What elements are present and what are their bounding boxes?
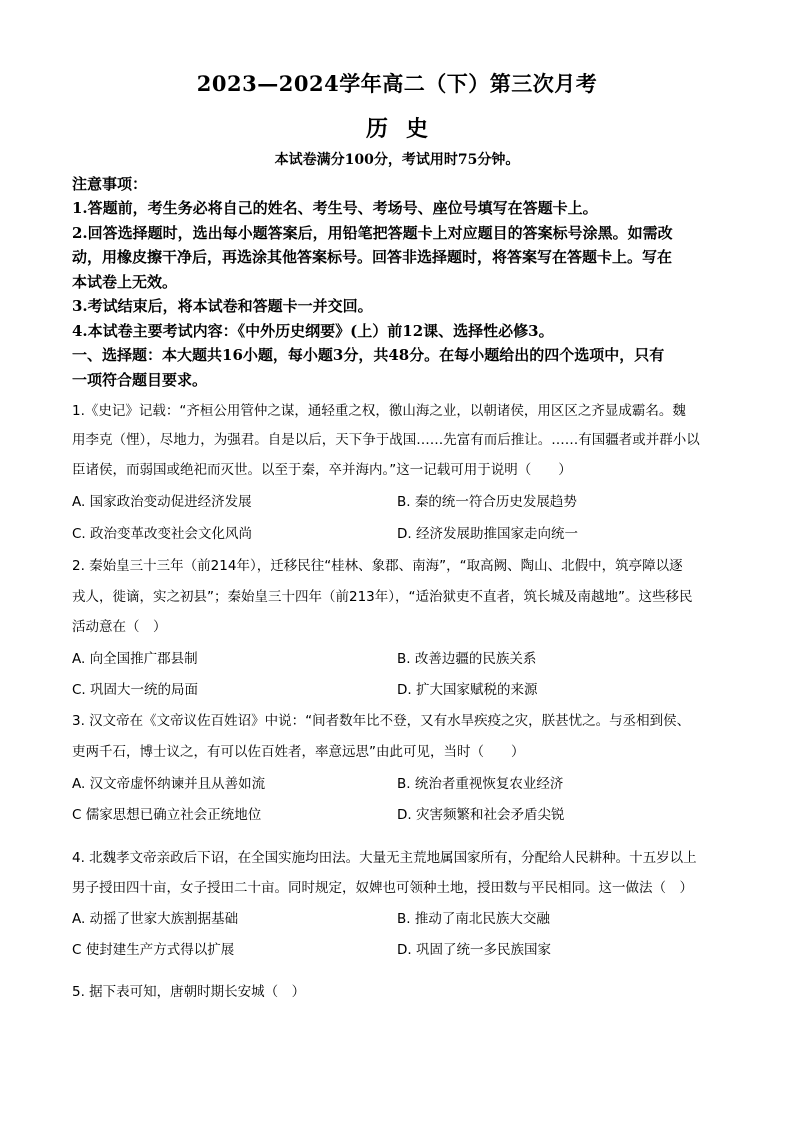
question-4-option-c[interactable]: C 使封建生产方式得以扩展 [72, 942, 235, 958]
question-1-option-b[interactable]: B. 秦的统一符合历史发展趋势 [397, 494, 577, 510]
notes-line: 动，用橡皮擦干净后，再选涂其他答案标号。回答非选择题时，将答案写在答题卡上。写在 [72, 248, 673, 266]
question-4-stem: 4. 北魏孝文帝亲政后下诏，在全国实施均田法。大量无主荒地属国家所有，分配给人民耕种。十五岁以上 [72, 850, 697, 866]
question-2-option-a[interactable]: A. 向全国推广郡县制 [72, 651, 198, 667]
question-2-option-c[interactable]: C. 巩固大一统的局面 [72, 682, 199, 698]
question-2-stem: 戎人，徙谪，实之初县”；秦始皇三十四年（前213年），“适治狱吏不直者，筑长城及南越地”。这些移民 [72, 589, 693, 605]
exam-subtitle: 本试卷满分100分，考试用时75分钟。 [274, 152, 520, 168]
exam-title: 2023—2024学年高二（下）第三次月考 [196, 71, 598, 96]
question-2-stem: 2. 秦始皇三十三年（前214年），迁移民往“桂林、象郡、南海”，“取高阙、陶山、北假中，筑亭障以逐 [72, 558, 683, 574]
question-1-stem: 臣诸侯，而弱国或绝祀而灭世。以至于秦，卒并海内。”这一记载可用于说明（ ） [72, 462, 572, 478]
section-heading: 一、选择题：本大题共16小题，每小题3分，共48分。在每小题给出的四个选项中，只有 [72, 346, 665, 364]
notes-line: 本试卷上无效。 [72, 273, 178, 291]
question-1-option-d[interactable]: D. 经济发展助推国家走向统一 [397, 526, 578, 542]
question-4-option-a[interactable]: A. 动摇了世家大族割据基础 [72, 911, 239, 927]
question-3-stem: 3. 汉文帝在《文帝议佐百姓诏》中说：“间者数年比不登，又有水旱疾疫之灾，朕甚忧之。与丞相到侯、 [72, 713, 691, 729]
question-3-option-a[interactable]: A. 汉文帝虚怀纳谏并且从善如流 [72, 776, 266, 792]
notes-heading: 注意事项： [72, 175, 148, 193]
question-1-stem: 1.《史记》记载：“齐桓公用管仲之谋，通轻重之权，徼山海之业，以朝诸侯，用区区之齐显成霸名。魏 [72, 403, 686, 419]
question-2-option-b[interactable]: B. 改善边疆的民族关系 [397, 651, 537, 667]
section-heading: 一项符合题目要求。 [72, 371, 208, 389]
notes-line: 2.回答选择题时，选出每小题答案后，用铅笔把答题卡上对应题目的答案标号涂黑。如需改 [72, 224, 673, 242]
question-4-stem: 男子授田四十亩，女子授田二十亩。同时规定，奴婢也可领种土地，授田数与平民相同。这一做法（ ） [72, 880, 693, 896]
question-2-stem: 活动意在（ ） [72, 619, 167, 635]
notes-line: 1.答题前，考生务必将自己的姓名、考生号、考场号、座位号填写在答题卡上。 [72, 199, 598, 217]
subject-title: 历史 [365, 116, 446, 142]
question-1-option-a[interactable]: A. 国家政治变动促进经济发展 [72, 494, 252, 510]
question-1-option-c[interactable]: C. 政治变革改变社会文化风尚 [72, 526, 253, 542]
question-3-stem: 吏两千石，博士议之，有可以佐百姓者，率意远思”由此可见，当时（ ） [72, 744, 525, 760]
question-4-option-b[interactable]: B. 推动了南北民族大交融 [397, 911, 550, 927]
question-5-stem: 5. 据下表可知，唐朝时期长安城（ ） [72, 984, 306, 1000]
question-4-option-d[interactable]: D. 巩固了统一多民族国家 [397, 942, 551, 958]
notes-line: 3.考试结束后，将本试卷和答题卡一并交回。 [72, 297, 373, 315]
notes-line: 4.本试卷主要考试内容：《中外历史纲要》(上）前12课、选择性必修3。 [72, 322, 554, 340]
question-1-stem: 用李克（悝），尽地力，为强君。自是以后，天下争于战国……先富有而后推让。……有国疆者或并群小以 [72, 432, 700, 448]
question-2-option-d[interactable]: D. 扩大国家赋税的来源 [397, 682, 538, 698]
question-3-option-b[interactable]: B. 统治者重视恢复农业经济 [397, 776, 564, 792]
question-3-option-c[interactable]: C 儒家思想已确立社会正统地位 [72, 807, 262, 823]
question-3-option-d[interactable]: D. 灾害频繁和社会矛盾尖锐 [397, 807, 565, 823]
